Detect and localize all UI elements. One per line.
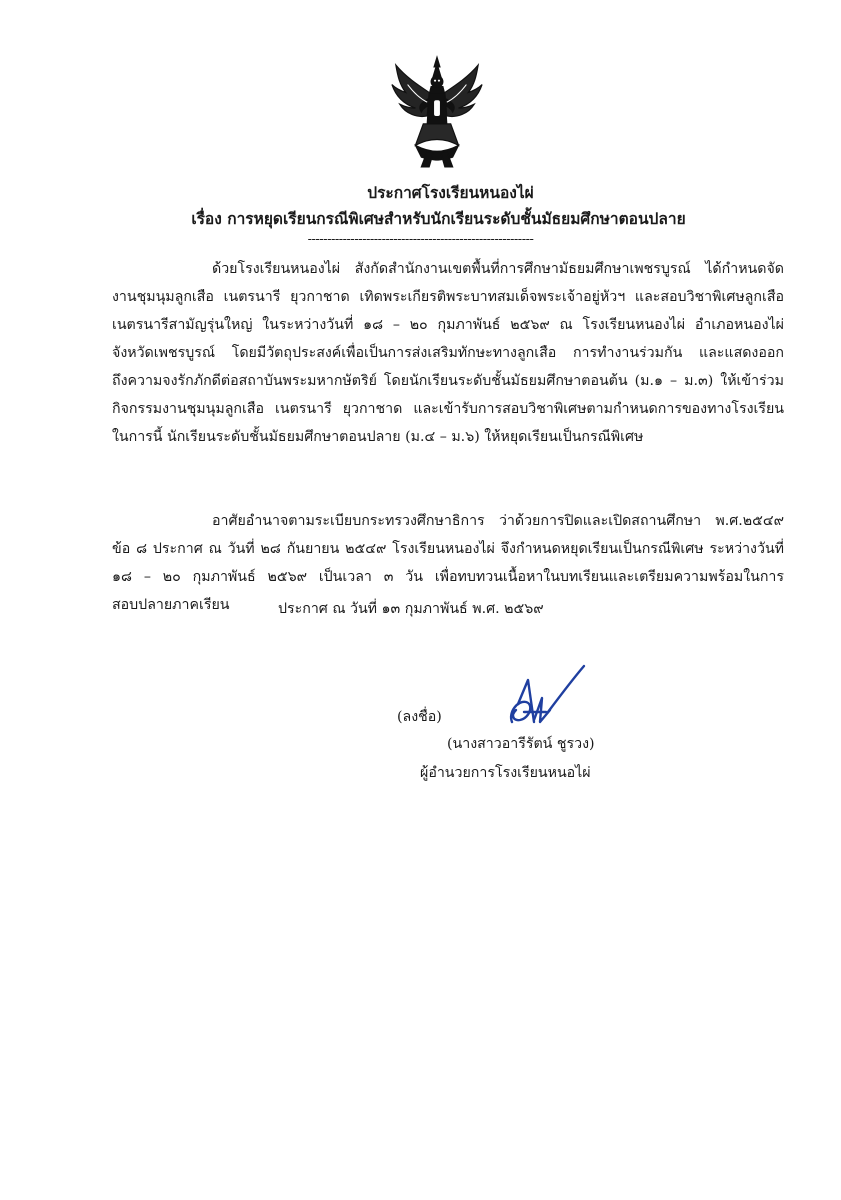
signer-name: (นางสาวอารีรัตน์ ชูรวง) <box>447 736 595 752</box>
paragraph-line: ๑๘ – ๒๐ กุมภาพันธ์ ๒๕๖๙ เป็นเวลา ๓ วัน เพื่อทบทวนเนื้อหาในบทเรียนและเตรียมความพร้อมในการ <box>112 569 784 585</box>
title-divider: ---------------------------------------------------------- <box>307 232 534 247</box>
paragraph-line: อาศัยอำนาจตามระเบียบกระทรวงศึกษาธิการ ว่าด้วยการปิดและเปิดสถานศึกษา พ.ศ.๒๕๔๙ <box>212 513 784 529</box>
announcement-subject: เรื่อง การหยุดเรียนกรณีพิเศษสำหรับนักเรียนระดับชั้นมัธยมศึกษาตอนปลาย <box>191 209 686 228</box>
paragraph-line: ข้อ ๘ ประกาศ ณ วันที่ ๒๘ กันยายน ๒๕๔๙ โรงเรียนหนองไผ่ จึงกำหนดหยุดเรียนเป็นกรณีพิเศษ ระหว่างวันที่ <box>112 541 784 557</box>
paragraph-line: กิจกรรมงานชุมนุมลูกเสือ เนตรนารี ยุวกาชาด และเข้ารับการสอบวิชาพิเศษตามกำหนดการของทางโรงเรียน <box>112 401 784 417</box>
sign-label: (ลงชื่อ) <box>397 709 442 725</box>
paragraph-line: จังหวัดเพชรบูรณ์ โดยมีวัตถุประสงค์เพื่อเป็นการส่งเสริมทักษะทางลูกเสือ การทำงานร่วมกัน และแสดงออก <box>112 345 784 361</box>
garuda-emblem-icon <box>388 55 486 173</box>
signer-position: ผู้อำนวยการโรงเรียนหนอไผ่ <box>420 765 591 781</box>
paragraph-line: ถึงความจงรักภักดีต่อสถาบันพระมหากษัตริย์ โดยนักเรียนระดับชั้นมัธยมศึกษาตอนต้น (ม.๑ – ม.๓) ให้เข้าร่วม <box>112 373 784 389</box>
paragraph-line: งานชุมนุมลูกเสือ เนตรนารี ยุวกาชาด เทิดพระเกียรติพระบาทสมเด็จพระเจ้าอยู่หัวฯ และสอบวิชาพิเศษลูกเสือ <box>112 289 784 305</box>
handwritten-signature-icon <box>490 660 590 740</box>
announcement-date: ประกาศ ณ วันที่ ๑๓ กุมภาพันธ์ พ.ศ. ๒๕๖๙ <box>278 601 544 617</box>
paragraph-line: ด้วยโรงเรียนหนองไผ่ สังกัดสำนักงานเขตพื้นที่การศึกษามัธยมศึกษาเพชรบูรณ์ ได้กำหนดจัด <box>212 261 784 277</box>
paragraph-1 <box>112 255 784 451</box>
paragraph-line: เนตรนารีสามัญรุ่นใหญ่ ในระหว่างวันที่ ๑๘ – ๒๐ กุมภาพันธ์ ๒๕๖๙ ณ โรงเรียนหนองไผ่ อำเภอหนองไผ่ <box>112 317 784 333</box>
paragraph-line: สอบปลายภาคเรียน <box>112 597 230 613</box>
announcement-title: ประกาศโรงเรียนหนองไผ่ <box>367 183 534 202</box>
paragraph-line: ในการนี้ นักเรียนระดับชั้นมัธยมศึกษาตอนปลาย (ม.๔ – ม.๖) ให้หยุดเรียนเป็นกรณีพิเศษ <box>112 429 644 445</box>
